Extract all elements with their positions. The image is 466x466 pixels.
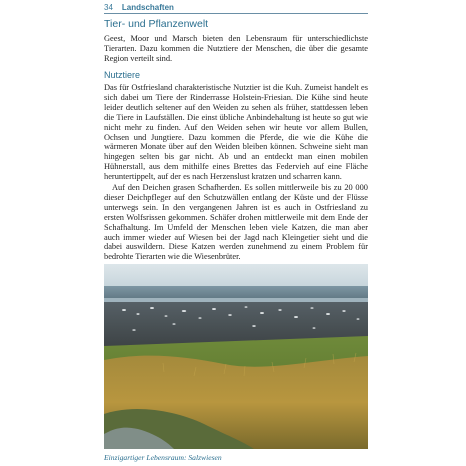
intro-paragraph: Geest, Moor und Marsch bieten den Lebensraum für unterschiedlichste Tierarten. Dazu kommen die Nutztiere der Menschen, die über die gesamte Region verteilt sind.: [104, 34, 368, 63]
salt-marsh-photo: [104, 264, 368, 449]
section-title: Landschaften: [121, 2, 174, 12]
page-number: 34: [104, 2, 113, 12]
header-rule: [104, 13, 368, 14]
running-header: [104, 2, 174, 12]
photo-caption: Einzigartiger Lebensraum: Salzwiesen: [104, 453, 222, 462]
body-paragraph-2: Auf den Deichen grasen Schafherden. Es sollen mittlerweile bis zu 20 000 dieser Deichpfleger auf den Schutzwällen entlang der Küste und der Flüsse unterwegs sein. In den vergangenen Jahren ist es auch in Ostfriesland zu ersten Wolfsrissen gekommen. Schäfer drohen mittlerweile mit dem Ende der Schafhaltung. Im Umfeld der Menschen leben viele Katzen, die man aber auch immer wieder auf Wiesen bei der Jagd nach Kleingetier sieht und die dabei auswildern. Diese Katzen werden zunehmend zu einem Problem für bedrohte Tierarten wie die Wiesenbrüter.: [104, 183, 368, 262]
body-paragraph-1: Das für Ostfriesland charakteristische Nutztier ist die Kuh. Zumeist handelt es sich dabei um Tiere der Rinderrasse Holstein-Friesian. Die Kühe sind heute leider deutlich seltener auf den Weiden zu sehen als früher, stattdessen leben die Tiere in Laufställen. Die einst übliche Anbindehaltung ist heute so gut wie nicht mehr zu finden. Auf den Weiden sehen wir heute vor allem Bullen, Ochsen und Jungtiere. Dazu kommen die Pferde, die wie die Kühe die wärmeren Monate über auf den Weiden bleiben können. Schweine sieht man hingegen selten bis gar nicht. Ab und an entdeckt man einen mobilen Hühnerstall, aus dem mithilfe eines Brettes das Federvieh auf eine Fläche heruntertippelt, auf der es nach Herzenslust kratzen und scharren kann.: [104, 83, 368, 182]
page-heading: Tier- und Pflanzenwelt: [104, 18, 209, 30]
subheading: Nutztiere: [104, 70, 141, 80]
